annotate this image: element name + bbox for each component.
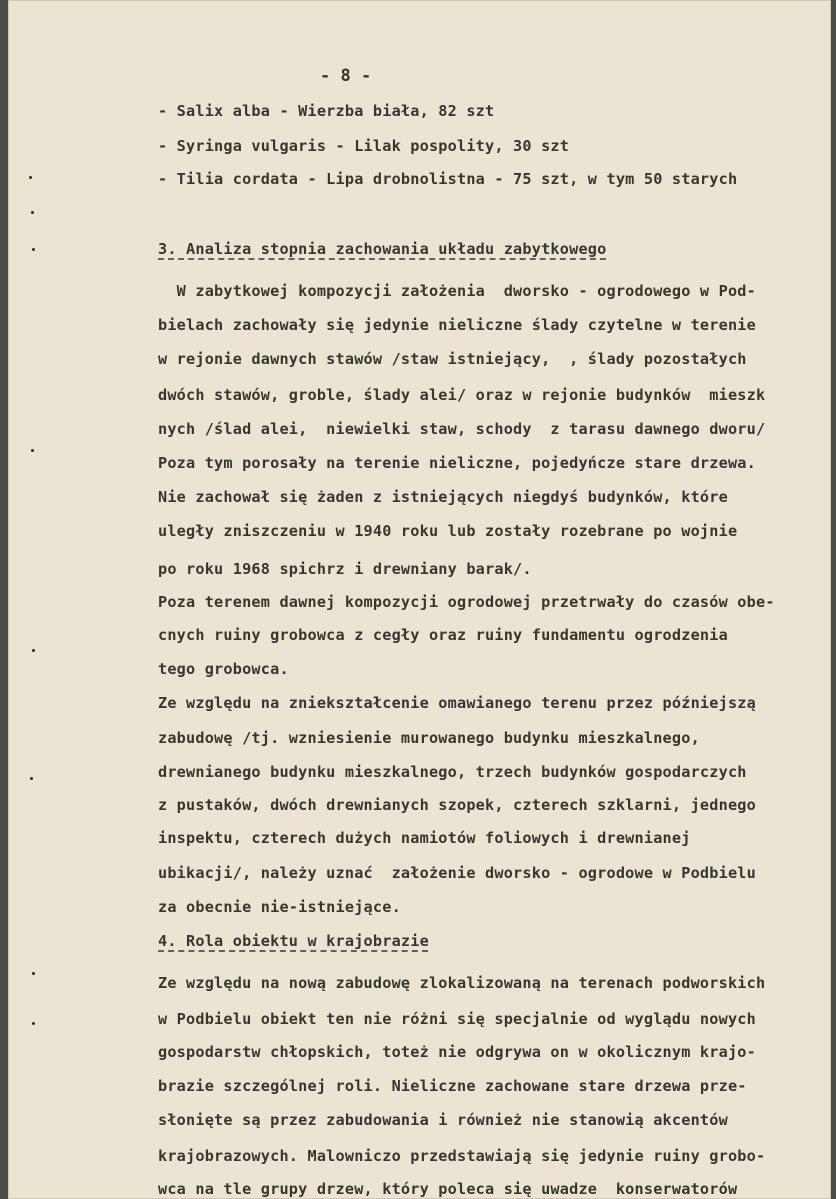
margin-mark bbox=[30, 777, 33, 780]
section-4-heading: 4. Rola obiektu w krajobrazie bbox=[158, 932, 429, 950]
margin-mark bbox=[32, 1022, 35, 1025]
body-line: drewnianego budynku mieszkalnego, trzech budynków gospodarczych bbox=[158, 763, 747, 781]
margin-mark bbox=[29, 176, 32, 179]
document-page bbox=[8, 0, 831, 1199]
body-line: bielach zachowały się jedynie nieliczne ślady czytelne w terenie bbox=[158, 316, 756, 334]
body-line: W zabytkowej kompozycji założenia dworsko - ogrodowego w Pod- bbox=[158, 282, 756, 300]
body-line: nych /ślad alei, niewielki staw, schody z tarasu dawnego dworu/ bbox=[158, 420, 766, 438]
page-number: - 8 - bbox=[320, 66, 372, 86]
body-line: tego grobowca. bbox=[158, 660, 289, 678]
species-item: - Tilia cordata - Lipa drobnolistna - 75 szt, w tym 50 starych bbox=[158, 170, 738, 188]
section-3-heading: 3. Analiza stopnia zachowania układu zabytkowego bbox=[158, 240, 607, 258]
body-line: w rejonie dawnych stawów /staw istniejący, , ślady pozostałych bbox=[158, 350, 747, 368]
margin-mark bbox=[31, 211, 34, 214]
body-line: cnych ruiny grobowca z cegły oraz ruiny fundamentu ogrodzenia bbox=[158, 626, 728, 644]
body-line: Poza terenem dawnej kompozycji ogrodowej przetrwały do czasów obe- bbox=[158, 593, 775, 611]
body-line: inspektu, czterech dużych namiotów foliowych i drewnianej bbox=[158, 829, 691, 847]
body-line: gospodarstw chłopskich, toteż nie odgrywa on w okolicznym krajo- bbox=[158, 1043, 756, 1061]
margin-mark bbox=[32, 649, 35, 652]
body-line: słonięte są przez zabudowania i również nie stanowią akcentów bbox=[158, 1111, 728, 1129]
body-line: dwóch stawów, groble, ślady alei/ oraz w rejonie budynków mieszk bbox=[158, 386, 766, 404]
margin-mark bbox=[31, 449, 34, 452]
margin-mark bbox=[32, 972, 35, 975]
body-line: krajobrazowych. Malowniczo przedstawiają się jedynie ruiny grobo- bbox=[158, 1147, 766, 1165]
body-line: z pustaków, dwóch drewnianych szopek, czterech szklarni, jednego bbox=[158, 796, 756, 814]
body-line: wca na tle grupy drzew, który poleca się uwadze konserwatorów bbox=[158, 1180, 738, 1198]
body-line: Ze względu na zniekształcenie omawianego terenu przez późniejszą bbox=[158, 694, 756, 712]
body-line: Nie zachował się żaden z istniejących niegdyś budynków, które bbox=[158, 488, 728, 506]
species-item: - Syringa vulgaris - Lilak pospolity, 30 szt bbox=[158, 137, 570, 155]
body-line: zabudowę /tj. wzniesienie murowanego budynku mieszkalnego, bbox=[158, 729, 700, 747]
body-line: ubikacji/, należy uznać założenie dworsko - ogrodowe w Podbielu bbox=[158, 864, 756, 882]
body-line: Ze względu na nową zabudowę zlokalizowaną na terenach podworskich bbox=[158, 974, 766, 992]
body-line: Poza tym porosały na terenie nieliczne, pojedyńcze stare drzewa. bbox=[158, 454, 756, 472]
body-line: uległy zniszczeniu w 1940 roku lub zostały rozebrane po wojnie bbox=[158, 522, 738, 540]
body-line: za obecnie nie-istniejące. bbox=[158, 898, 401, 916]
margin-mark bbox=[32, 248, 35, 251]
body-line: w Podbielu obiekt ten nie różni się specjalnie od wyglądu nowych bbox=[158, 1010, 756, 1028]
body-line: brazie szczególnej roli. Nieliczne zachowane stare drzewa prze- bbox=[158, 1077, 747, 1095]
body-line: po roku 1968 spichrz i drewniany barak/. bbox=[158, 560, 532, 578]
species-item: - Salix alba - Wierzba biała, 82 szt bbox=[158, 102, 495, 120]
